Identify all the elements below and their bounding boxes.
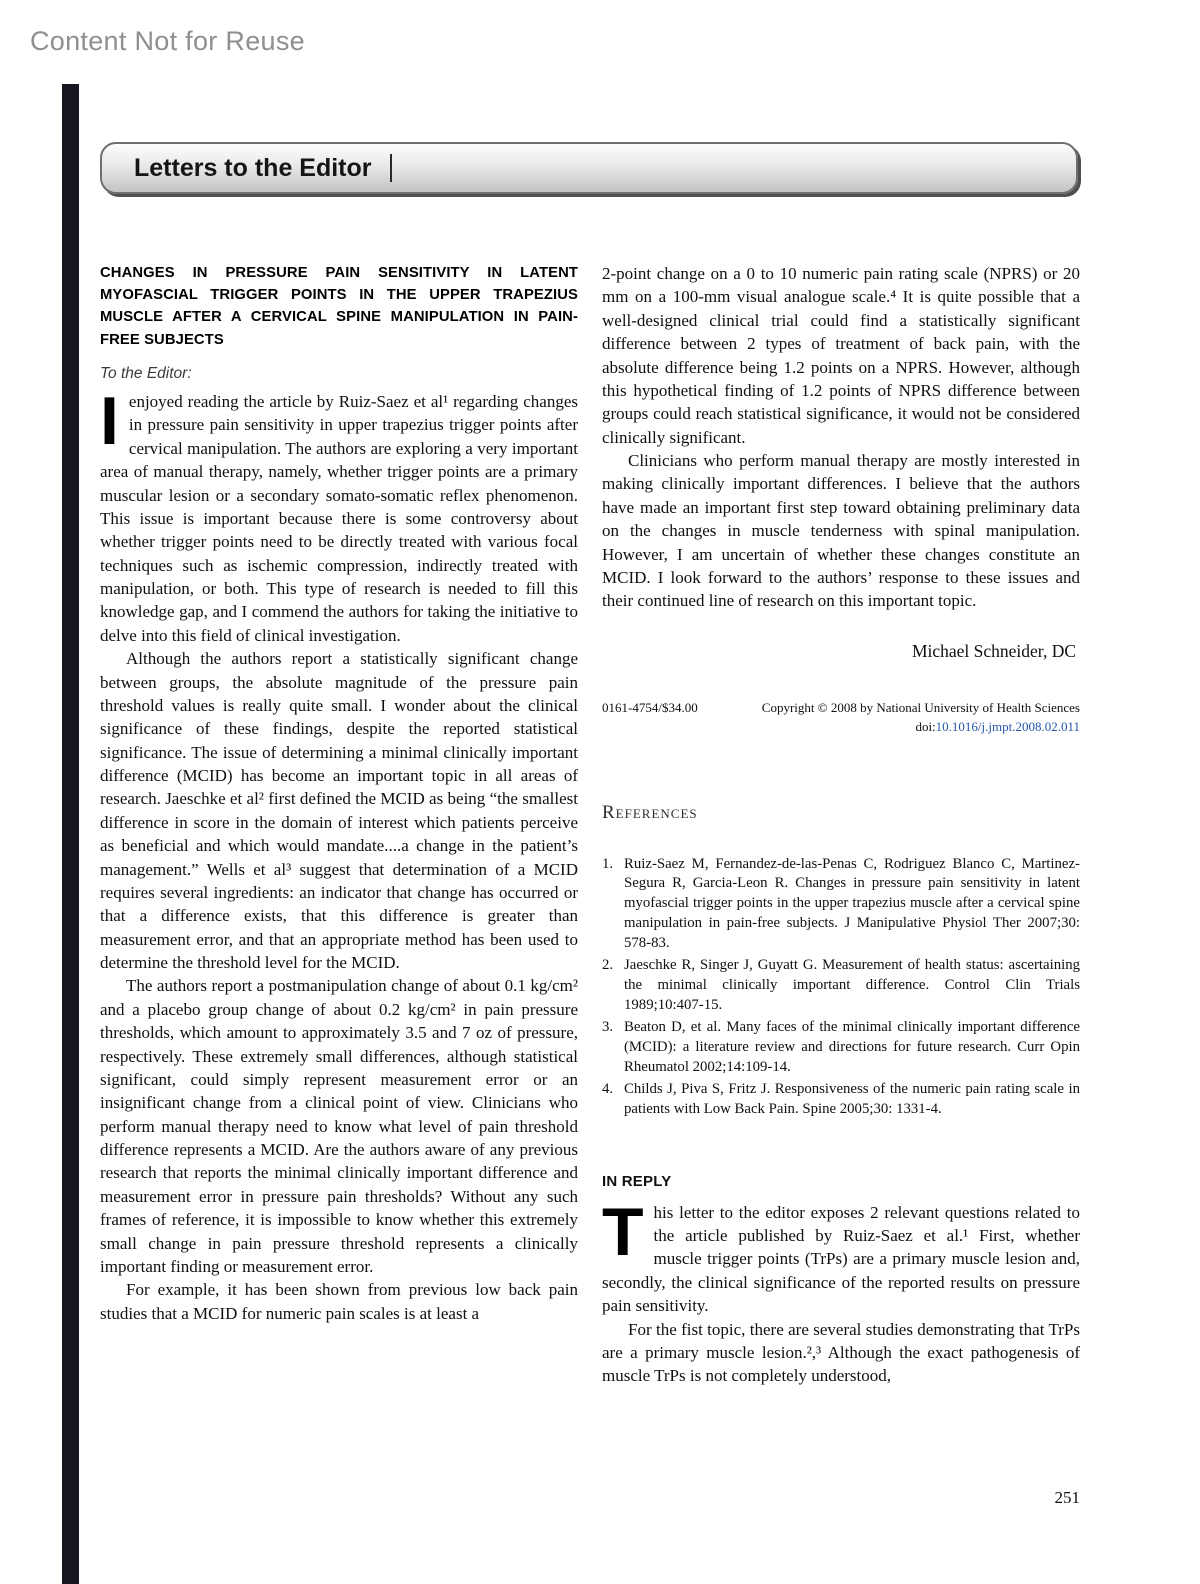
page-number: 251 [1054,1488,1080,1507]
reference-item [602,1080,1080,1120]
letter-paragraph: Although the authors report a statistically significant change between groups, the absolute magnitude of the pressure pain threshold values is really quite small. I wonder about the clinical significance of these findings, despite the reported statistical significance. The issue of determining a minimal clinically important difference (MCID) has become an important topic in all areas of research. Jaeschke et al² first defined the MCID as being “the smallest difference in score in the domain of interest which patients perceive as beneficial and which would mandate....a change in the patient’s management.” Wells et al³ suggest that determination of a MCID requires several ingredients: an indicator that change has occurred or that a difference exists, that this difference is greater than measurement error, and that an appropriate method has been used to determine the threshold level for the MCID. [100,649,578,973]
letter-title: CHANGES IN PRESSURE PAIN SENSITIVITY IN LATENT MYOFASCIAL TRIGGER POINTS IN THE UPPER TRAPEZIUS MUSCLE AFTER A CERVICAL SPINE MANIPULATION IN PAIN-FREE SUBJECTS [100,265,578,348]
dropcap-i: I [100,383,119,460]
letter-paragraph [100,383,578,647]
reference-item [602,855,1080,955]
letter-paragraph: For example, it has been shown from previous low back pain studies that a MCID for numeric pain scales is at least a [100,1280,578,1323]
two-column-body [100,262,1080,1388]
doi-label: doi: [915,718,936,734]
copyright-line: Copyright © 2008 by National University of Health Sciences [761,699,1080,715]
reply-paragraph-text: his letter to the editor exposes 2 relevant questions related to the article published by Ruiz-Saez et al.¹ First, whether muscle trigger points (TrPs) are a primary muscle lesion and, secondly, the clinical significance of the reported results on pressure pain sensitivity. [602,1202,1080,1316]
reference-text: Childs J, Piva S, Fritz J. Responsiveness of the numeric pain rating scale in patients with Low Back Pain. Spine 2005;30: 1331-4. [624,1081,1080,1118]
copyright-block [762,699,1080,737]
reference-text: Beaton D, et al. Many faces of the minimal clinically important difference (MCID): a literature review and directions for future research. Curr Opin Rheumatol 2002;14:109-14. [624,1019,1080,1076]
reference-text: Ruiz-Saez M, Fernandez-de-las-Penas C, Rodriguez Blanco C, Martinez-Segura R, Garcia-Leon R. Changes in pressure pain sensitivity in latent myofascial trigger points in the upper trapezius muscle after a cervical spine manipulation in pain-free subjects. J Manipulative Physiol Ther 2007;30: 578-83. [624,855,1080,952]
reference-item [602,1018,1080,1078]
salutation: To the Editor: [100,364,192,382]
letter-paragraph: The authors report a postmanipulation change of about 0.1 kg/cm² and a placebo group change of about 0.2 kg/cm² in pain pressure thresholds, which amount to approximately 3.5 and 7 oz of pressure, respectively. These extremely small differences, although statistical significant, could simply represent measurement error or an insignificant change from a clinical point of view. Clinicians who perform manual therapy need to know what level of pain threshold difference represents a MCID. Are the authors aware of any previous research that reports the minimal clinically important difference and measurement error in pressure pain thresholds? Without any such frames of reference, it is impossible to know whether this extremely small change in pain pressure threshold represents a clinically important finding or measurement error. [100,976,578,1276]
content-not-for-reuse-watermark: Content Not for Reuse [30,26,305,56]
letter-paragraph: 2-point change on a 0 to 10 numeric pain rating scale (NPRS) or 20 mm on a 100-mm visual analogue scale.⁴ It is quite possible that a well-designed clinical trial could find a statistically significant difference between 2 types of treatment of back pain, with the absolute difference being 1.2 points on a NPRS. However, although this hypothetical finding of 1.2 points of NPRS difference between groups could reach statistical significance, it would not be considered clinically significant. [602,264,1080,447]
reference-number: 3. [602,1019,614,1036]
reference-number: 4. [602,1081,614,1098]
references-heading: References [602,802,698,824]
section-title: Letters to the Editor [134,153,372,182]
issn-price: 0161-4754/$34.00 [602,699,698,715]
references-list [602,855,1080,1121]
author-signature: Michael Schneider, DC [911,640,1076,661]
reference-item [602,956,1080,1016]
imprint-block [602,699,1080,737]
letters-to-the-editor-banner [100,142,1078,194]
letter-paragraph-text: enjoyed reading the article by Ruiz-Saez et al¹ regarding changes in pressure pain sensitivity in upper trapezius trigger points after cervical manipulation. The authors are exploring a very important area of manual therapy, namely, whether trigger points are a primary muscular lesion or a secondary somato-somatic reflex phenomenon. This issue is important because there is some controversy about whether trigger points need to be directly treated with various focal techniques such as ischemic compression, indirectly treated with manipulation, or both. This type of research is needed to fill this knowledge gap, and I commend the authors for taking the initiative to delve into this field of clinical investigation. [100,392,578,645]
doi-link[interactable]: 10.1016/j.jmpt.2008.02.011 [935,718,1080,734]
left-column [100,262,578,1388]
reference-text: Jaeschke R, Singer J, Guyatt G. Measurement of health status: ascertaining the minimal clinically important difference. Control Clin Trials 1989;10:407-15. [624,957,1080,1014]
right-column [602,262,1080,1388]
page-spine-bar [62,84,79,1584]
header-divider [390,154,392,182]
dropcap-t: T [602,1193,644,1270]
reference-number: 2. [602,957,614,974]
letter-paragraph: Clinicians who perform manual therapy are mostly interested in making clinically important differences. I believe that the authors have made an important first step toward obtaining preliminary data on the changes in muscle tenderness with spinal manipulation. However, I am uncertain of whether these changes constitute an MCID. I look forward to the authors’ response to these issues and their continued line of research on this important topic. [602,451,1080,611]
in-reply-heading: IN REPLY [602,1173,672,1191]
reference-number: 1. [602,855,614,872]
reply-paragraph [602,1193,1080,1318]
reply-paragraph: For the fist topic, there are several studies demonstrating that TrPs are a primary muscle lesion.²,³ Although the exact pathogenesis of muscle TrPs is not completely understood, [602,1319,1080,1386]
